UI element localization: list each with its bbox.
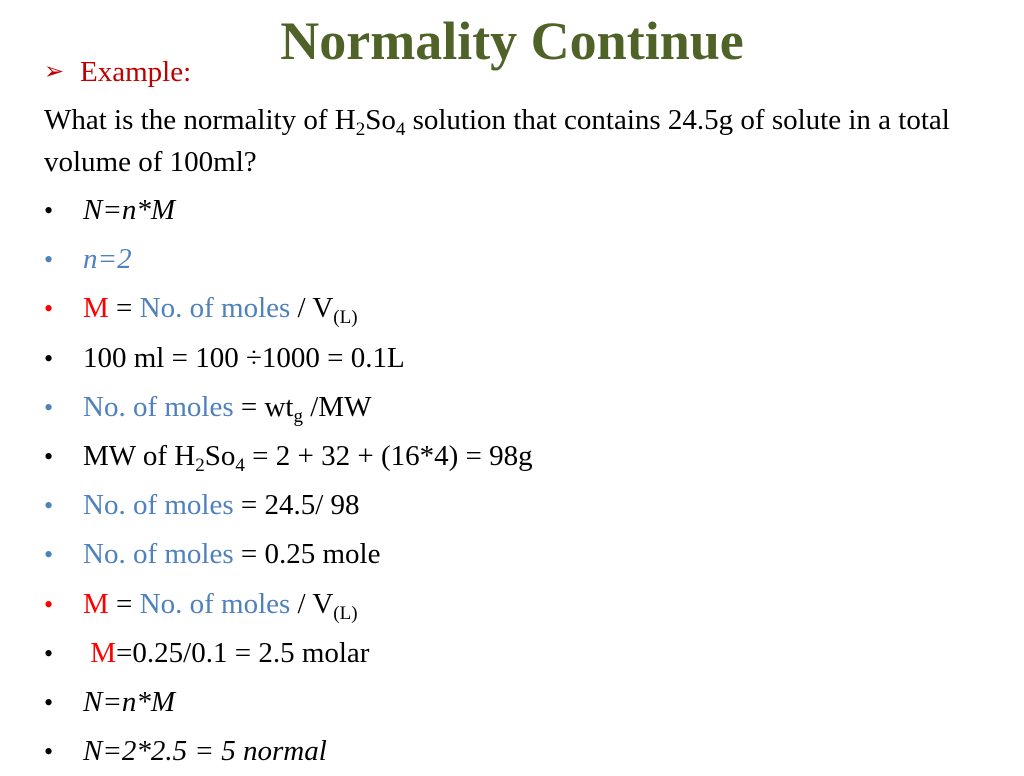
list-item	[44, 678, 1004, 727]
list-item	[44, 629, 1004, 678]
step-moles: No. of moles	[83, 390, 234, 423]
question-sub-2: 4	[395, 119, 406, 140]
bullet-dot-icon: •	[44, 392, 54, 422]
list-item	[44, 284, 1004, 333]
step-sub-1: 2	[195, 454, 205, 476]
bullet-dot-icon: •	[44, 491, 54, 521]
question-part-2: So	[365, 104, 396, 136]
bullet-dot-icon: •	[44, 540, 54, 570]
step-rest: = 24.5/ 98	[233, 489, 360, 522]
step-subscript: g	[293, 405, 303, 427]
step-text: N=n*M	[83, 685, 176, 718]
step-symbol-m: M	[90, 636, 117, 669]
bullet-dot-icon: •	[44, 737, 54, 767]
step-part-3: = 2 + 32 + (16*4) = 98g	[244, 439, 533, 472]
question-part-1: What is the normality of H	[44, 104, 356, 136]
question-sub-1: 2	[355, 119, 366, 140]
step-subscript: (L)	[333, 307, 358, 329]
step-text: N=2*2.5 = 5 normal	[83, 735, 327, 768]
step-rest: = 0.25 mole	[233, 538, 381, 571]
list-item	[44, 580, 1004, 629]
step-rest: / V	[290, 292, 334, 325]
step-symbol-m: M	[83, 587, 109, 620]
bullet-dot-icon: •	[44, 196, 54, 225]
step-part-1: MW of H	[83, 439, 196, 472]
list-item	[44, 186, 1004, 235]
step-part-2: So	[204, 439, 236, 472]
bullet-dot-icon: •	[44, 638, 54, 668]
step-equals: =	[108, 587, 140, 620]
bullet-dot-icon: •	[44, 245, 54, 275]
step-text: n=2	[83, 243, 132, 276]
step-rest: = wt	[233, 390, 294, 423]
step-equals: =	[108, 292, 140, 325]
step-symbol-m: M	[83, 292, 109, 325]
question-part-3: solution that contains 24.5g of solute in a total volume of 100ml?	[44, 104, 950, 178]
list-item	[44, 432, 1004, 481]
list-item	[44, 334, 1004, 383]
bullet-dot-icon: •	[44, 343, 54, 373]
bullet-dot-icon: •	[44, 294, 54, 324]
bullet-dot-icon: •	[44, 589, 54, 619]
list-item	[44, 235, 1004, 284]
list-item	[44, 481, 1004, 530]
arrowhead-right-icon: ➢	[44, 59, 65, 85]
step-sub-2: 4	[235, 454, 245, 476]
slide-title: Normality Continue	[280, 11, 744, 71]
bullet-dot-icon: •	[44, 441, 54, 471]
list-item	[44, 727, 1004, 776]
step-moles: No. of moles	[83, 538, 234, 571]
step-text: N=n*M	[83, 194, 176, 226]
question-text	[44, 99, 1004, 183]
step-rest: =0.25/0.1 = 2.5 molar	[116, 636, 370, 669]
bullet-dot-icon: •	[44, 687, 54, 717]
step-rest-2: /MW	[302, 390, 372, 423]
list-item	[44, 383, 1004, 432]
step-moles: No. of moles	[139, 292, 291, 325]
step-moles: No. of moles	[83, 489, 234, 522]
step-moles: No. of moles	[139, 587, 291, 620]
step-text: 100 ml = 100 ÷1000 = 0.1L	[83, 341, 405, 374]
example-label: Example:	[80, 56, 192, 88]
step-subscript: (L)	[333, 602, 358, 624]
solution-steps-list	[44, 186, 1004, 776]
list-item	[44, 530, 1004, 579]
step-rest: / V	[290, 587, 334, 620]
example-heading	[44, 52, 191, 94]
